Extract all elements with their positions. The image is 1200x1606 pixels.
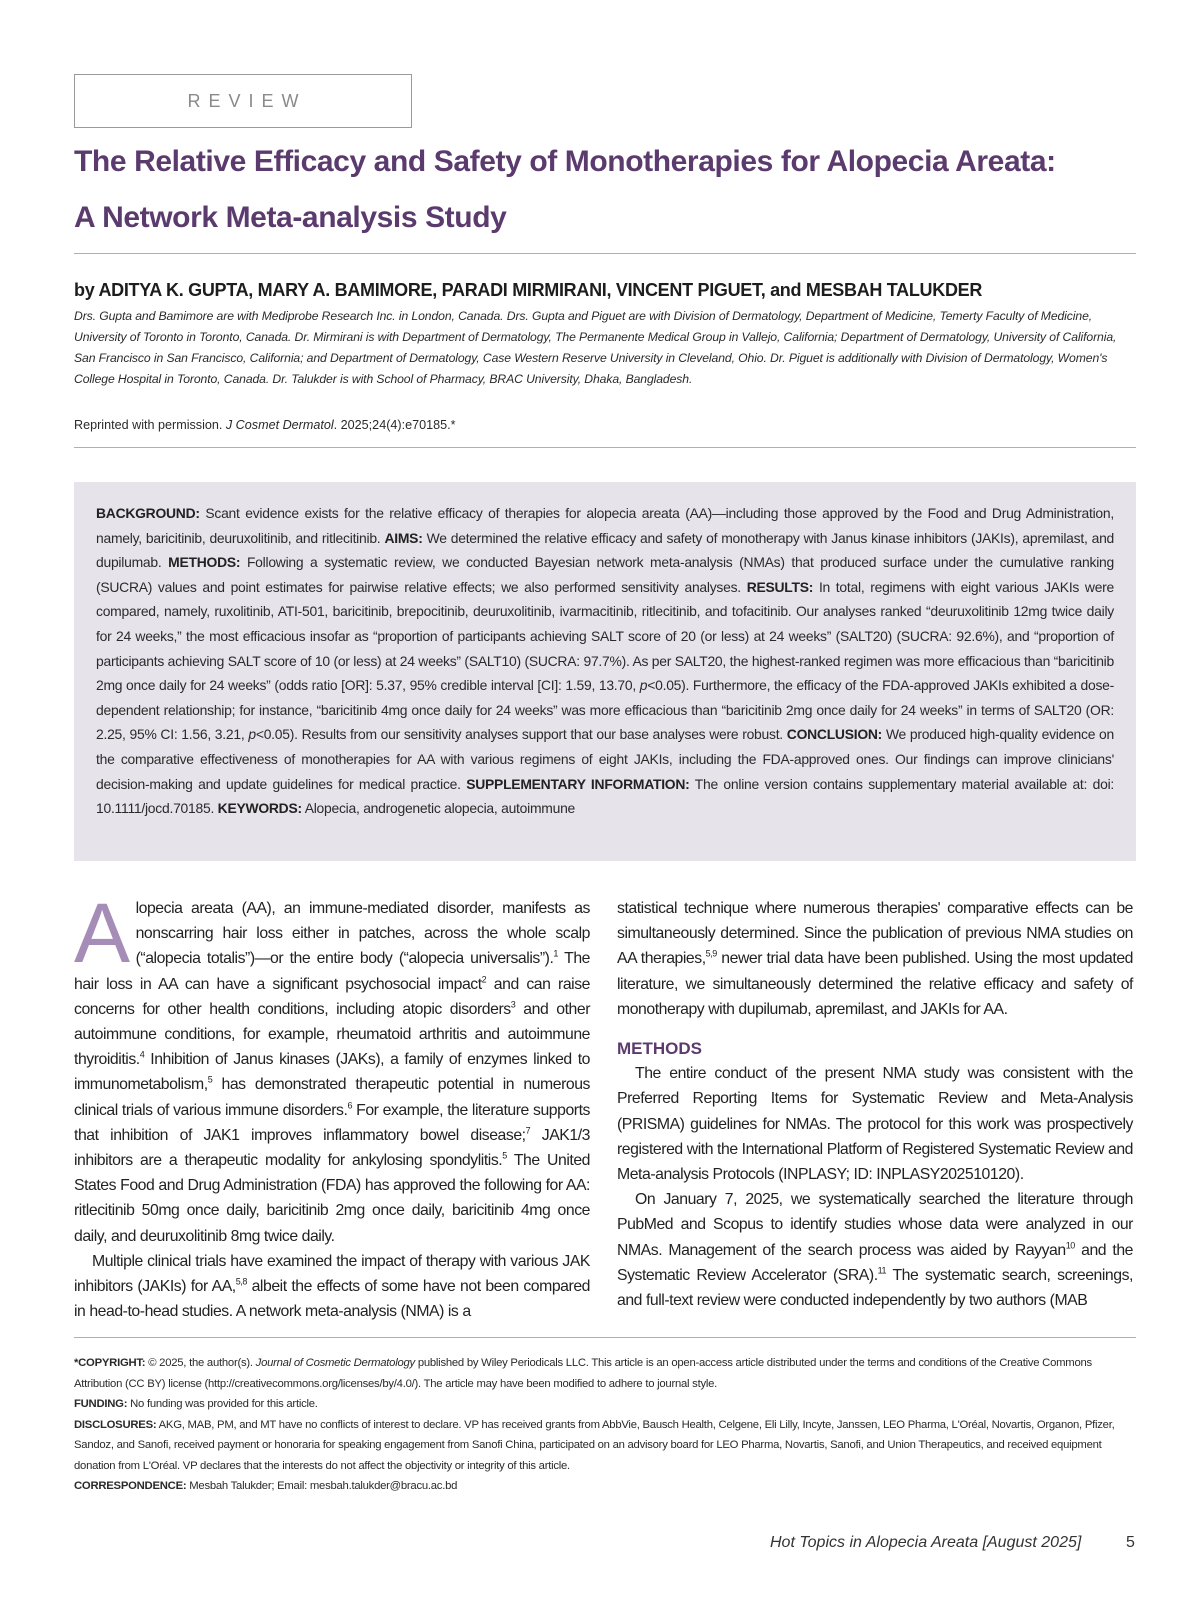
body-text: albeit the effects of some have not been compared in head-to-head studies. A network meta-analysis (NMA) is a xyxy=(74,1278,590,1321)
correspondence-text: Mesbah Talukder; Email: mesbah.talukder@bracu.ac.bd xyxy=(189,1480,458,1492)
p-value-symbol: p xyxy=(639,677,648,694)
body-text: newer trial data have been published. Using the most updated literature, we simultaneously determined the relative efficacy and safety of monotherapy with dupilumab, apremilast, and JAKIs for AA. xyxy=(617,950,1133,1018)
footnote-divider xyxy=(74,1337,1136,1338)
abstract-results-part3: <0.05). Results from our sensitivity analyses support that our base analyses were robust. xyxy=(255,726,783,743)
correspondence-note xyxy=(74,1476,1136,1497)
drop-cap: A xyxy=(74,886,130,980)
body-column-left xyxy=(74,886,591,1324)
funding-text: No funding was provided for this article. xyxy=(130,1398,318,1410)
disclosures-note xyxy=(74,1415,1136,1477)
methods-heading: METHODS xyxy=(617,1039,702,1059)
abstract-conclusion-label: CONCLUSION: xyxy=(786,726,883,743)
author-affiliations: Drs. Gupta and Bamimore are with Mediprobe Research Inc. in London, Canada. Drs. Gupta and Piguet are with Division of Dermatology, Department of Medicine, Temerty Faculty of Medicine, University of Toronto in Toronto, Canada. Dr. Mirmirani is with Department of Dermatology, The Permanente Medical Group in Vallejo, California; Department of Dermatology, University of California, San Francisco in San Francisco, California; and Department of Dermatology, Case Western Reserve University in Cleveland, Ohio. Dr. Piguet is additionally with Division of Dermatology, Women's College Hospital in Toronto, Canada. Dr. Talukder is with School of Pharmacy, BRAC University, Dhaka, Bangladesh. xyxy=(74,309,1117,386)
reference-marker: 3 xyxy=(510,999,516,1010)
reference-marker: 5,8 xyxy=(235,1276,247,1287)
reference-marker: 7 xyxy=(525,1125,531,1136)
abstract-keywords-label: KEYWORDS: xyxy=(217,800,302,817)
funding-label: FUNDING: xyxy=(74,1398,128,1410)
reference-marker: 2 xyxy=(481,974,487,985)
copyright-text: © 2025, the author(s). xyxy=(148,1357,253,1369)
reference-marker: 5 xyxy=(207,1075,213,1086)
abstract-results-part1: In total, regimens with eight various JAKIs were compared, namely, ruxolitinib, ATI-501, baricitinib, brepocitinib, deuruxolitinib, ivarmacitinib, ritlecitinib, and tofacitinib. Our analyses ranked “deuruxolitinib 12mg twice daily for 24 weeks,” the most efficacious insofar as “proportion of participants achieving SALT score of 20 (or less) at 24 weeks” (SALT20) (SUCRA: 92.6%), and “proportion of participants achieving SALT score of 10 (or less) at 24 weeks” (SALT10) (SUCRA: 97.7%). As per SALT20, the highest-ranked regimen was more efficacious than “baricitinib 2mg once daily for 24 weeks” (odds ratio [OR]: 5.37, 95% credible interval [CI]: 1.59, 13.70, xyxy=(96,578,1115,694)
body-paragraph: The entire conduct of the present NMA study was consistent with the Preferred Reporting Items for Systematic Review and Meta-Analysis (PRISMA) guidelines for NMAs. The protocol for this work was prospectively registered with the International Platform of Registered Systematic Review and Meta-analysis Protocols (INPLASY; ID: INPLASY202510120). xyxy=(617,1065,1133,1184)
abstract-results-part2: <0.05). Furthermore, the efficacy of the FDA-approved JAKIs exhibited a dose-dependent relationship; for instance, “baricitinib 4mg once daily for 24 weeks” was more efficacious than “baricitinib 2mg once daily for 24 weeks” in terms of SALT20 (OR: 2.25, 95% CI: 1.56, 3.21, xyxy=(96,677,1115,743)
abstract-methods-label: METHODS: xyxy=(168,554,241,571)
copyright-journal: Journal of Cosmetic Dermatology xyxy=(255,1357,415,1369)
disclosures-text: AKG, MAB, PM, and MT have no conflicts of interest to declare. VP has received grants from AbbVie, Bausch Health, Celgene, Eli Lilly, Incyte, Janssen, LEO Pharma, L'Oréal, Novartis, Organon, Pfizer, Sandoz, and Sanofi, received payment or honoraria for speaking engagement from Sanofi China, participated on an advisory board for LEO Pharma, Novartis, Sanofi, and Union Therapeutics, and received equipment donation from L'Oréal. VP declares that the interests do not affect the objectivity or integrity of this article. xyxy=(74,1418,1115,1472)
reference-marker: 10 xyxy=(1065,1240,1075,1251)
body-text: On January 7, 2025, we systematically searched the literature through PubMed and Scopus to identify studies whose data were analyzed in our NMAs. Management of the search process was aided by Rayyan xyxy=(617,1191,1133,1259)
body-paragraph xyxy=(617,896,1133,1022)
body-text: JAK1/3 inhibitors are a therapeutic modality for ankylosing spondylitis. xyxy=(74,1126,591,1170)
body-text: The United States Food and Drug Administration (FDA) has approved the following for AA: ritlecitinib 50mg once daily, baricitinib 2mg once daily, baricitinib 4mg once daily, and deuruxolitinib 8mg twice daily. xyxy=(74,1152,590,1245)
reference-marker: 6 xyxy=(347,1100,352,1111)
header-divider xyxy=(74,447,1136,448)
abstract-supplementary-label: SUPPLEMENTARY INFORMATION: xyxy=(466,775,690,792)
reference-marker: 11 xyxy=(877,1265,887,1276)
reprint-prefix: Reprinted with permission. xyxy=(74,418,223,432)
body-text: lopecia areata (AA), an immune-mediated disorder, manifests as nonscarring hair loss either in patches, across the whole scalp (“alopecia totalis”)—or the entire body (“alopecia universalis”). xyxy=(135,900,590,968)
body-text: and can raise concerns for other health conditions, including atopic disorders xyxy=(74,975,590,1018)
body-text: Multiple clinical trials have examined the impact of therapy with various JAK inhibitors (JAKIs) for AA, xyxy=(74,1252,590,1296)
funding-note xyxy=(74,1394,1136,1415)
abstract xyxy=(74,482,1136,861)
reprint-journal: J Cosmet Dermatol xyxy=(225,418,334,432)
reference-marker: 4 xyxy=(139,1049,145,1060)
body-text: has demonstrated therapeutic potential in numerous clinical trials of various immune disorders. xyxy=(74,1076,590,1119)
copyright-text: published by Wiley Periodicals LLC. This article is an open-access article distributed under the terms and conditions of the Creative Commons Attribution (CC BY) license (http://creativecommons.org/licenses/by/4.0/). The article may have been modified to adhere to journal style. xyxy=(74,1357,1092,1390)
body-paragraph xyxy=(74,886,591,1249)
correspondence-label: CORRESPONDENCE: xyxy=(74,1480,187,1492)
abstract-methods: Following a systematic review, we conducted Bayesian network meta-analysis (NMAs) that produced surface under the cumulative ranking (SUCRA) values and point estimates for pairwise relative effects; we also performed sensitivity analyses. xyxy=(96,554,1114,595)
body-text: and the Systematic Review Accelerator (SRA). xyxy=(617,1241,1133,1284)
body-paragraph xyxy=(617,1187,1133,1313)
reference-marker: 5,9 xyxy=(705,949,717,960)
abstract-aims-label: AIMS: xyxy=(384,529,423,546)
footnotes xyxy=(74,1353,1136,1497)
page-number: 5 xyxy=(1126,1534,1135,1551)
journal-issue-footer: Hot Topics in Alopecia Areata [August 2025] xyxy=(770,1534,1082,1551)
abstract-supplementary: The online version contains supplementary material available at: doi: 10.1111/jocd.70185. xyxy=(96,775,1115,817)
abstract-conclusion: We produced high-quality evidence on the comparative effectiveness of monotherapies for AA with various regimens of eight JAKIs, including the FDA-approved ones. Our findings can improve clinicians' decision-making and update guidelines for medical practice. xyxy=(96,726,1115,792)
abstract-background: Scant evidence exists for the relative efficacy of therapies for alopecia areata (AA)—including those approved by the Food and Drug Administration, namely, baricitinib, deuruxolitinib, and ritlecitinib. xyxy=(96,505,1114,546)
copyright-note xyxy=(74,1353,1136,1394)
reprint-notice xyxy=(74,418,456,432)
abstract-keywords: Alopecia, androgenetic alopecia, autoimmune xyxy=(304,800,576,817)
body-text: and other autoimmune conditions, for example, rheumatoid arthritis and autoimmune thyroiditis. xyxy=(74,1000,591,1069)
article-subtitle: A Network Meta-analysis Study xyxy=(74,201,507,234)
body-text: The systematic search, screenings, and full-text review were conducted independently by two authors (MAB xyxy=(617,1266,1133,1310)
title-divider xyxy=(74,253,1136,254)
abstract-aims: We determined the relative efficacy and safety of monotherapy with Janus kinase inhibitors (JAKIs), apremilast, and dupilumab. xyxy=(96,529,1115,571)
reference-marker: 5 xyxy=(502,1150,507,1161)
reference-marker: 1 xyxy=(553,949,558,960)
copyright-label: *COPYRIGHT: xyxy=(74,1357,146,1369)
body-paragraph xyxy=(74,1249,590,1325)
body-text: Inhibition of Janus kinases (JAKs), a family of enzymes linked to immunometabolism, xyxy=(74,1051,590,1094)
abstract-background-label: BACKGROUND: xyxy=(96,505,200,521)
author-byline: by ADITYA K. GUPTA, MARY A. BAMIMORE, PARADI MIRMIRANI, VINCENT PIGUET, and MESBAH TALUKDER xyxy=(74,280,983,300)
p-value-symbol: p xyxy=(248,726,256,743)
disclosures-label: DISCLOSURES: xyxy=(74,1418,157,1431)
reprint-citation: . 2025;24(4):e70185.* xyxy=(333,418,456,432)
abstract-results-label: RESULTS: xyxy=(746,578,814,595)
body-text: For example, the literature supports that inhibition of JAK1 improves inflammatory bowel disease; xyxy=(74,1101,590,1144)
body-column-right xyxy=(617,896,1133,1313)
body-text: statistical technique where numerous therapies' comparative effects can be simultaneously determined. Since the publication of previous NMA studies on AA therapies, xyxy=(617,900,1133,968)
body-text: The hair loss in AA can have a significant psychosocial impact xyxy=(74,950,590,993)
section-label: REVIEW xyxy=(74,74,412,128)
article-title: The Relative Efficacy and Safety of Monotherapies for Alopecia Areata: xyxy=(74,145,1056,178)
